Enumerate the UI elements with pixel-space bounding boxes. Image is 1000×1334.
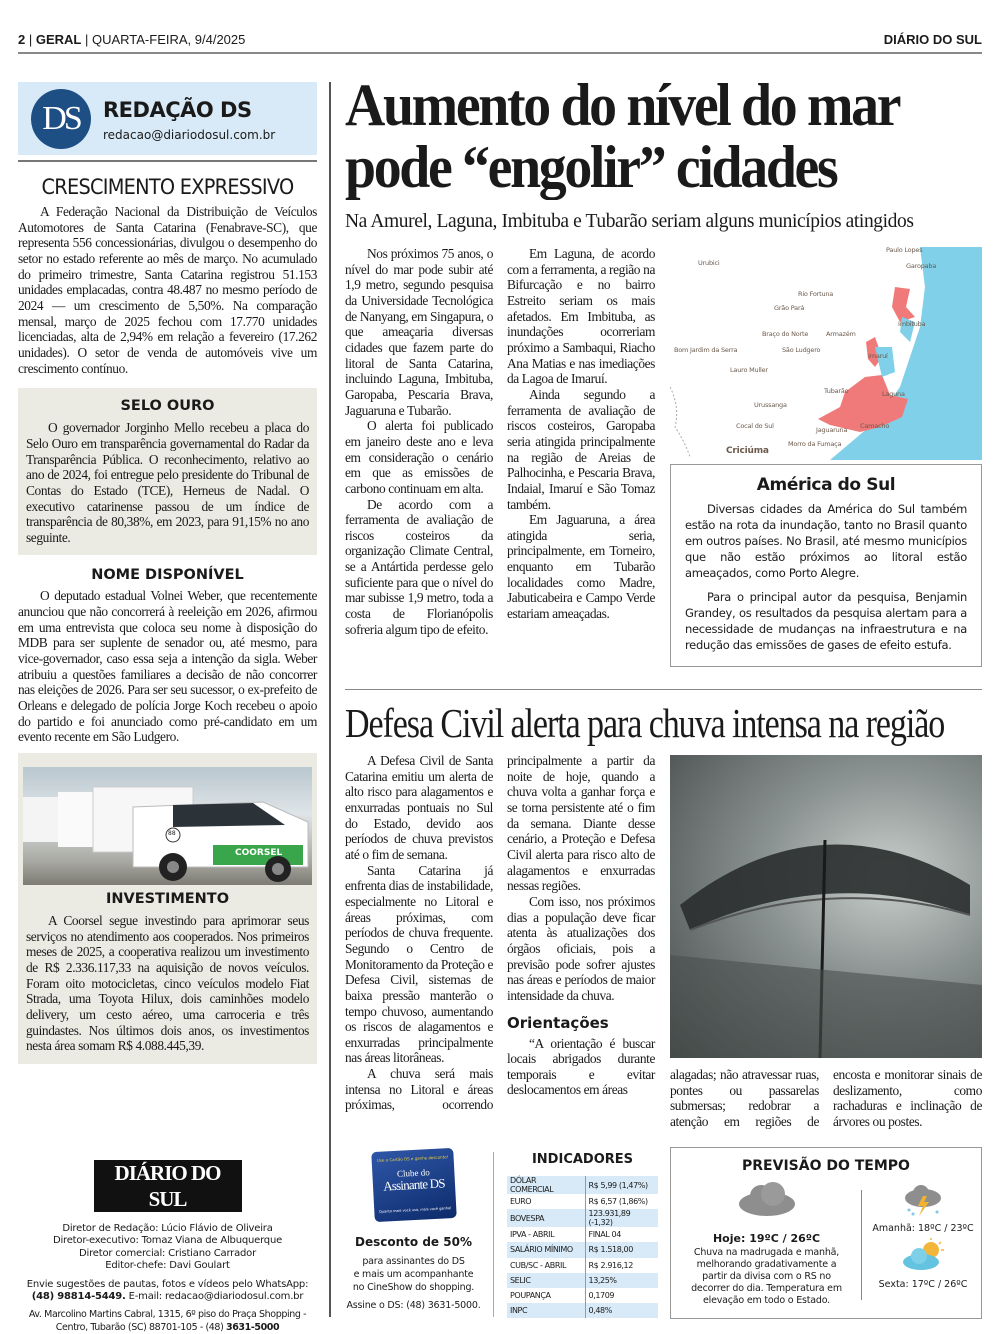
indicator-value: R$ 1.518,00 <box>588 1245 633 1255</box>
edition-date: QUARTA-FEIRA, 9/4/2025 <box>91 32 246 47</box>
headline-line-2: pode “engolir” cidades <box>345 134 837 200</box>
today-description: Chuva na madrugada e manhã, melhorando gradativamente a partir da divisa com o RS no decorrer do dia. Temperatura em elevação em todo o Estado. <box>691 1247 842 1306</box>
indicator-row <box>507 1194 658 1209</box>
article-body <box>345 753 655 1113</box>
weather-title: PREVISÃO DO TEMPO <box>742 1158 910 1174</box>
promo-text: e mais um acompanhante <box>353 1269 474 1280</box>
indicator-name: POUPANÇA <box>507 1288 585 1303</box>
indicator-row <box>507 1176 658 1194</box>
note-title: NOME DISPONÍVEL <box>91 567 244 584</box>
indicator-name: EURO <box>507 1194 585 1209</box>
coorsel-trucks-photo <box>23 767 312 885</box>
map-label: Bom Jardim da Serra <box>674 346 738 354</box>
article-sea-level <box>345 74 985 198</box>
indicators-table <box>507 1176 658 1318</box>
column-divider <box>329 82 331 1317</box>
map-label: Grão Pará <box>774 304 805 312</box>
paragraph: Nos próximos 75 anos, o nível do mar pode subir até 1,9 metro, segundo pesquisa da Universidade Tecnológica de Nanyang, em Singapura, o que ameaçaria diversas cidades que fazem parte do litoral de Santa Catarina, incluindo Laguna, Imbituba, Garopaba, Pescaria Brava, Jaguaruna e Tubarão. <box>345 246 493 418</box>
article-body-continued <box>670 1067 982 1130</box>
paragraph: Santa Catarina já enfrenta dias de instabilidade, especialmente no Litoral e áreas próximas, com períodos de chuva frequente. Segundo o Centro de Monitoramento da Proteção e Defesa Civil, sistemas de baixa pressão manterão o tempo chuvoso, aumentando os riscos de alagamentos e enxurradas principalmente nas áreas litorâneas. <box>345 862 493 1066</box>
divider <box>861 1190 862 1300</box>
paragraph: O alerta foi publicado em janeiro deste ano e leva em consideração o cenário em que as emissões de carbono continuam em alta. <box>345 418 493 496</box>
map-label: Morro da Fumaça <box>788 440 842 448</box>
indicator-value: 0,1709 <box>588 1291 615 1301</box>
headline-defesa-civil: Defesa Civil alerta para chuva intensa na região <box>345 700 945 746</box>
map-label: Armazém <box>826 330 856 338</box>
paragraph: Diversas cidades da América do Sul também estão na rota da inundação, tanto no Brasil quanto em outros países. No Brasil, até mesmo municípios que não estão próximos ao litoral estão ameaçados, como Porto Alegre. <box>685 502 967 580</box>
indicator-row <box>507 1258 658 1273</box>
map-label: Lauro Muller <box>730 366 768 374</box>
map-label: Cocal do Sul <box>736 422 774 430</box>
indicator-name: SALÁRIO MÍNIMO <box>507 1242 585 1257</box>
page-number: 2 <box>18 32 26 47</box>
map-label: Laguna <box>882 390 905 398</box>
weather-forecast <box>670 1147 982 1319</box>
promo-text: para assinantes do DS <box>362 1256 465 1267</box>
friday-forecast: Sexta: 17ºC / 26ºC <box>878 1279 968 1290</box>
divider <box>345 689 982 690</box>
map-label: Garopaba <box>906 262 937 270</box>
indicators-title: INDICADORES <box>531 1152 634 1167</box>
paragraph: De acordo com a ferramenta de avaliação de riscos costeiros da organização Climate Central, se a Antártida perdesse gelo suficiente para que o nível do mar subisse 1,9 metro, toda a costa de Florianópolis sofreria algum tipo de efeito. <box>345 496 493 637</box>
card-bottom-text: Quanto mais você usa, mais você ganha! <box>378 1206 452 1214</box>
paragraph: Com isso, nos próximos dias a população deve ficar atenta às atualizações dos órgãos oficiais, pois a previsão pode sofrer ajustes nas áreas e períodos de maior intensidade da chuva. <box>507 893 655 1003</box>
map-label: Jaguaruna <box>816 426 848 434</box>
note-investimento <box>18 753 317 1064</box>
indicators-panel <box>507 1152 658 1318</box>
contact-text: Envie sugestões de pautas, fotos e vídeos pelo WhatsApp: <box>26 1278 309 1290</box>
indicator-value: 13,25% <box>588 1275 617 1285</box>
indicator-row <box>507 1288 658 1303</box>
photo-number: 88 <box>168 830 176 838</box>
tomorrow-forecast: Amanhã: 18ºC / 23ºC <box>872 1223 974 1234</box>
indicator-row <box>507 1242 658 1257</box>
page-header: 2 | GERAL | QUARTA-FEIRA, 9/4/2025 DIÁRIO DO SUL <box>18 32 982 54</box>
note-text: O deputado estadual Volnei Weber, que recentemente anunciou que não concorrerá à reeleição em 2026, afirmou em uma entrevista que coloca seu nome à disposição do MDB para ser suplente de senador ou, até mesmo, para vice-governador, caso essa seja a intenção da sigla. Weber atribuiu a questões familiares a decisão de não concorrer nas eleições de 2026. Para ser seu sucessor, o ex-prefeito de Orleans e delegado de polícia Jorge Koch recebeu o apoio do partido e foi anunciado como pré-candidato em um evento recente em São Ludgero. <box>18 588 317 745</box>
promo-subscriber-club[interactable] <box>345 1150 482 1311</box>
divider <box>18 160 317 162</box>
section-name: GERAL <box>35 32 82 47</box>
promo-title: Desconto de 50% <box>355 1235 472 1249</box>
indicator-row <box>507 1227 658 1242</box>
map-label: Rio Fortuna <box>798 290 834 298</box>
note-title: SELO OURO <box>120 398 215 415</box>
paragraph: Em Laguna, de acordo com a ferramenta, a região na Bifurcação e no bairro Estreito seriam os mais afetados. Em Imbituba, as inundações ocorreriam próximo a Sambaqui, Riacho Ana Matias e nas imediações da Lagoa de Imaruí. <box>507 246 655 387</box>
columnist-email[interactable]: redacao@diariodosul.com.br <box>103 128 276 142</box>
map-label: Criciúma <box>726 446 769 456</box>
note-text: A Coorsel segue investindo para aprimorar seus serviços no atendimento aos cooperados. Nos primeiros meses de 2025, a cooperativa realizou um investimento de R$ 2.336.117,33 na aquisição de novos veículos. Foram oito motocicletas, cinco veículos modelo Fiat Strada, uma Toyota Hilux, dois caminhões modelo delivery, um cesto aéreo, uma carroceria e três guindastes. Nos últimos dois anos, os investimentos nesta área somam R$ 4.088.445,39. <box>26 913 309 1054</box>
staff-line: Editor-chefe: Davi Goulart <box>105 1260 230 1272</box>
cloud-icon <box>737 1180 797 1218</box>
sidebar-south-america <box>670 464 982 667</box>
paragraph: “A orientação é buscar locais abrigados durante temporais e evitar deslocamentos em áreas <box>507 1035 655 1098</box>
indicator-name: IPVA - ABRIL <box>507 1227 585 1242</box>
address-line2: Centro, Tubarão (SC) 88701-105 - (48) <box>55 1321 226 1333</box>
indicator-value: FINAL 04 <box>588 1230 621 1240</box>
note-title: INVESTIMENTO <box>105 891 230 908</box>
indicator-name: DÓLAR COMERCIAL <box>507 1176 585 1194</box>
paper-name: DIÁRIO DO SUL <box>883 32 982 47</box>
card-title: Clube do <box>396 1167 430 1179</box>
note-title: CRESCIMENTO EXPRESSIVO <box>41 175 294 199</box>
card-title: Assinante DS <box>382 1175 445 1194</box>
masthead <box>18 1160 317 1334</box>
indicator-row <box>507 1209 658 1227</box>
footer-email[interactable]: E-mail: redacao@diariodosul.com.br <box>125 1291 304 1303</box>
map-label: Imbituba <box>898 320 926 328</box>
paragraph: Em Jaguaruna, a área atingida seria, principalmente, em Torneiro, enquanto em Tubarão localidades como Madre, Jabuticabeira e Campo Verde estariam ameaçadas. <box>507 512 655 622</box>
footer-phone[interactable]: 3631-5000 <box>226 1321 280 1333</box>
staff-line: Diretor comercial: Cristiano Carrador <box>79 1247 256 1259</box>
note-nome-disponivel <box>18 567 317 745</box>
map-label: Tubarão <box>824 387 849 395</box>
indicator-value: R$ 5,99 (1,47%) <box>588 1180 648 1190</box>
promo-text: no CineShow do shopping. <box>352 1282 475 1293</box>
indicator-row <box>507 1273 658 1288</box>
staff-line: Diretor-executivo: Tomaz Viana de Albuquerque <box>52 1235 283 1247</box>
indicator-value: R$ 6,57 (1,86%) <box>588 1197 648 1207</box>
whatsapp-number[interactable]: (48) 98814-5449. <box>31 1291 126 1303</box>
partly-sunny-icon <box>901 1238 945 1272</box>
footer-logo: DIÁRIO DO SUL <box>94 1160 242 1212</box>
paragraph: alagadas; não atravessar ruas, pontes ou passarelas submersas; redobrar a atenção em regiões de encosta e monitorar sinais de deslizamento, como rachaduras e inclinação de árvores ou postes. <box>670 1067 982 1129</box>
indicator-value: 0,48% <box>588 1306 612 1316</box>
flood-map <box>670 247 982 460</box>
map-label: Urubici <box>698 259 720 267</box>
photo-logo-text: COORSEL <box>235 848 283 859</box>
sidebar-title: América do Sul <box>756 475 896 495</box>
staff-line: Diretor de Redação: Lúcio Flávio de Oliveira <box>62 1223 273 1234</box>
indicator-value: R$ 2.916,12 <box>588 1260 633 1270</box>
paragraph: Para o principal autor da pesquisa, Benjamin Grandey, os resultados da pesquisa alertam para a necessidade de mudanças na infraestrutura e na redução das emissões de gases de efeito estufa. <box>685 590 967 652</box>
paragraph: A chuva será mais intensa no Litoral e áreas próximas, ocorrendo principalmente a partir da noite de hoje, quando a chuva volta a ganhar força e se torna persistente até o fim da semana. Diante desse cenário, a Proteção e Defesa Civil alerta para risco alto de alagamentos e enxurradas nessas regiões. <box>345 753 655 1113</box>
today-label: Hoje: <box>712 1232 750 1245</box>
indicator-name: BOVESPA <box>507 1209 585 1227</box>
map-label: Imaruí <box>868 352 888 360</box>
subhead: Orientações <box>507 1013 609 1032</box>
promo-cta[interactable]: Assine o DS: (48) 3631-5000. <box>346 1300 481 1311</box>
indicator-name: SELIC <box>507 1273 585 1288</box>
indicator-value: 123.931,89 (-1,32) <box>588 1209 631 1228</box>
columnist-name: REDAÇÃO DS <box>103 98 252 122</box>
headline-line-1: Aumento do nível do mar <box>345 72 900 138</box>
indicator-name: CUB/SC - ABRIL <box>507 1258 585 1273</box>
map-label: Urussanga <box>754 401 787 409</box>
ds-logo: DS <box>31 89 91 149</box>
divider <box>493 1152 494 1317</box>
paragraph: Ainda segundo a ferramenta de avaliação de riscos costeiros, Garopaba seria atingida principalmente na região de Areias de Palhocinha, e Pescaria Brava, Indaial, Imaruí e São Tomaz também. <box>507 386 655 512</box>
card-top-text: Use o Cartão DS e ganhe desconto! <box>376 1154 448 1163</box>
paragraph: A Defesa Civil de Santa Catarina emitiu um alerta de alto risco para alagamentos e enxurradas pontuais no Sul do Estado, devido aos períodos de chuva previstos até o fim de semana. <box>345 753 493 862</box>
subscriber-card <box>371 1148 457 1222</box>
indicator-row <box>507 1303 658 1318</box>
article-subtitle: Na Amurel, Laguna, Imbituba e Tubarão seriam alguns municípios atingidos <box>345 211 914 232</box>
note-text: O governador Jorginho Mello recebeu a placa do Selo Ouro em transparência governamental do Radar da Transparência Pública. O reconhecimento, relativo ao ano de 2024, foi entregue pelo presidente do Tribunal de Contas do Estado (TCE), Herneus de Nadal. O executivo catarinense passou de um índice de transparência de 80,38%, em 2023, para 91,15% no ano seguinte. <box>26 420 309 545</box>
umbrella-rain-photo <box>670 755 982 1058</box>
indicator-name: INPC <box>507 1303 585 1318</box>
column-notes <box>18 175 317 1064</box>
today-temp: 19ºC / 26ºC <box>749 1232 821 1245</box>
note-text: A Federação Nacional da Distribuição de Veículos Automotores de Santa Catarina (Fenabrave-SC), que representa 556 concessionárias, divulgou o desempenho do setor no estado referente ao mês de março. No acumulado do primeiro trimestre, Santa Catarina registrou 51.153 unidades emplacadas, contra 48.487 no mesmo período de 2024 — um crescimento de 5,50%. Na comparação mensal, março de 2025 fechou com 17.770 unidades licenciadas, alta de 2,94% em relação a fevereiro (17.262 unidades). O setor de venda de automóveis vive um crescimento contínuo. <box>18 204 317 376</box>
note-selo-ouro <box>18 388 317 555</box>
map-label: Camacho <box>860 422 890 430</box>
columnist-box <box>18 82 317 155</box>
map-label: Paulo Lopes <box>886 246 923 254</box>
map-label: Braço do Norte <box>762 330 809 338</box>
note-crescimento <box>18 175 317 376</box>
map-label: São Ludgero <box>782 346 821 354</box>
thunderstorm-icon <box>903 1184 943 1218</box>
address: Av. Marcolino Martins Cabral, 1315, 6º piso do Praça Shopping - <box>28 1309 307 1321</box>
article-body <box>345 246 655 637</box>
